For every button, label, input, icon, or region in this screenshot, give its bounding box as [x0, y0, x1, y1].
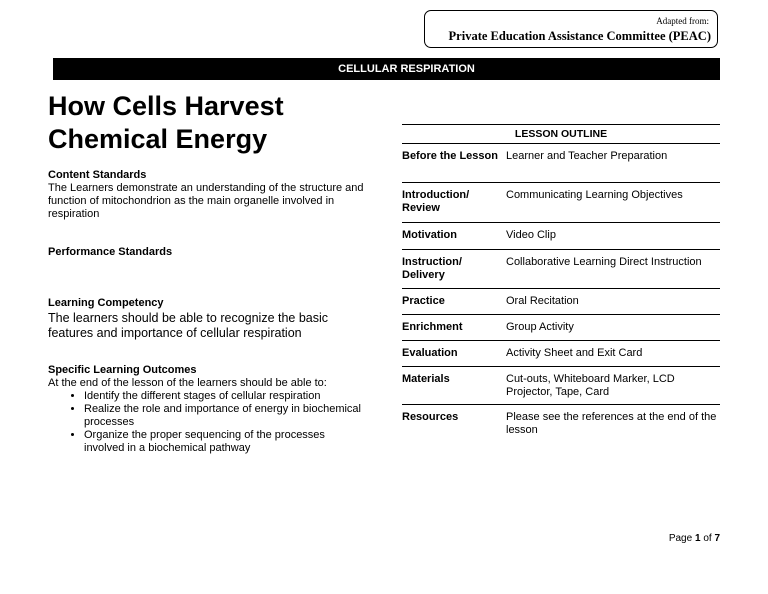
- content-standards-section: [48, 169, 366, 221]
- content-standards-heading: Content Standards: [48, 169, 147, 181]
- outline-row-key: Practice: [402, 295, 445, 307]
- organization-name: Private Education Assistance Committee (PEAC): [448, 29, 711, 43]
- outline-row-value: Collaborative Learning Direct Instruction: [506, 256, 702, 268]
- outline-row-value: Cut-outs, Whiteboard Marker, LCD Projector, Tape, Card: [506, 373, 675, 398]
- outcome-item: • Identify the different stages of cellular respiration: [84, 390, 364, 403]
- outline-row: [402, 250, 720, 289]
- outcome-item: • Organize the proper sequencing of the processes involved in a biochemical pathway: [84, 429, 364, 455]
- outline-row: [402, 223, 720, 250]
- outline-row-value: Oral Recitation: [506, 295, 579, 307]
- outline-row-key: Introduction/ Review: [402, 189, 470, 214]
- outline-row-key: Evaluation: [402, 347, 458, 359]
- learning-competency-section: [48, 297, 368, 341]
- outline-row-key: Enrichment: [402, 321, 463, 333]
- page-title: [48, 90, 378, 156]
- performance-standards-heading: Performance Standards: [48, 246, 173, 258]
- outline-row-value: Activity Sheet and Exit Card: [506, 347, 643, 359]
- outline-row-value: Learner and Teacher Preparation: [506, 150, 668, 162]
- outline-row: [402, 183, 720, 223]
- lesson-outline-heading: LESSON OUTLINE: [402, 124, 720, 144]
- outline-row-key: Motivation: [402, 229, 457, 241]
- outline-row-value: Group Activity: [506, 321, 574, 333]
- adapted-from-box: [424, 10, 718, 48]
- outcome-item: • Realize the role and importance of energy in biochemical processes: [84, 403, 364, 429]
- outline-row: [402, 289, 720, 315]
- title-line-2: Chemical Energy: [48, 124, 268, 154]
- learning-competency-heading: Learning Competency: [48, 297, 164, 309]
- outline-row-key: Resources: [402, 411, 459, 423]
- outline-row: [402, 315, 720, 341]
- outline-row-key: Materials: [402, 373, 450, 385]
- outline-row: [402, 144, 720, 183]
- outline-row-key: Before the Lesson: [402, 150, 498, 162]
- outline-row: [402, 405, 720, 445]
- outcomes-intro: At the end of the lesson of the learners should be able to:: [48, 377, 327, 389]
- outcomes-heading: Specific Learning Outcomes: [48, 364, 197, 376]
- page-number: [669, 533, 720, 544]
- page-of: of: [703, 533, 712, 544]
- page-total: 7: [714, 533, 720, 544]
- outline-row: [402, 367, 720, 405]
- learning-competency-text: The learners should be able to recognize the basic features and importance of cellular respiration: [48, 311, 329, 340]
- outline-row-value: Please see the references at the end of the lesson: [506, 411, 717, 436]
- outline-row-value: Video Clip: [506, 229, 556, 241]
- outline-row: [402, 341, 720, 367]
- outline-row-key: Instruction/ Delivery: [402, 256, 462, 281]
- page-current: 1: [694, 533, 701, 544]
- title-line-1: How Cells Harvest: [48, 91, 284, 121]
- outcomes-section: [48, 364, 364, 455]
- outcomes-list: [48, 390, 364, 455]
- topic-banner: CELLULAR RESPIRATION: [53, 58, 720, 80]
- adapted-from-label: Adapted from:: [656, 16, 709, 26]
- content-standards-text: The Learners demonstrate an understanding of the structure and function of mitochondrion as the main organelle involved in respiration: [48, 182, 364, 220]
- page-prefix: Page: [668, 533, 693, 544]
- performance-standards-section: [48, 246, 366, 259]
- outline-row-value: Communicating Learning Objectives: [506, 189, 683, 201]
